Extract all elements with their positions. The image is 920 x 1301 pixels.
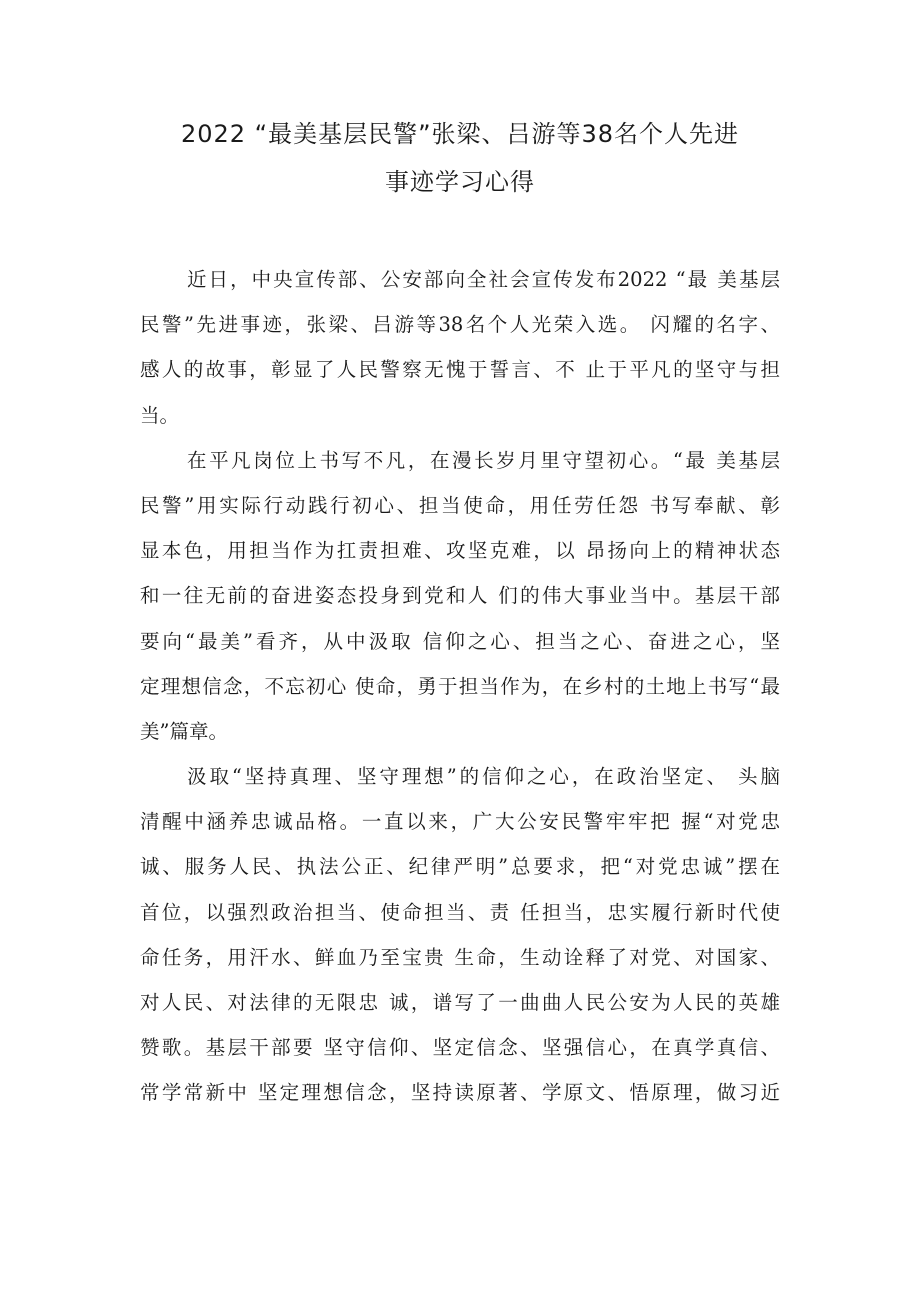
text-line: 感人的故事，彰显了人民警察无愧于誓言、不 止于平凡的坚守与担 xyxy=(140,358,780,382)
text-line: 命任务，用汗水、鲜血乃至宝贵 生命，生动诠释了对党、对国家、 xyxy=(140,945,780,969)
document-title xyxy=(100,110,820,206)
text-line: 首位，以强烈政治担当、使命担当、责 任担当，忠实履行新时代使 xyxy=(140,900,780,924)
paragraph xyxy=(140,257,780,438)
text-line: 清醒中涵养忠诚品格。一直以来，广大公安民警牢牢把 握“对党忠 xyxy=(140,810,780,834)
text-line: 在平凡岗位上书写不凡，在漫长岁月里守望初心。“最 美基层 xyxy=(187,448,780,472)
paragraph xyxy=(140,754,780,1116)
text-line: 显本色，用担当作为扛责担难、攻坚克难，以 昂扬向上的精神状态 xyxy=(140,539,780,563)
text-line: 定理想信念，不忘初心 使命，勇于担当作为，在乡村的土地上书写“最 xyxy=(140,674,780,698)
text-line: 当。 xyxy=(140,403,180,427)
text-line: 常学常新中 坚定理想信念，坚持读原著、学原文、悟原理，做习近 xyxy=(140,1081,780,1105)
text-line: 民警”先进事迹，张梁、吕游等38名个人光荣入选。 闪耀的名字、 xyxy=(140,313,780,337)
text-line: 和一往无前的奋进姿态投身到党和人 们的伟大事业当中。基层干部 xyxy=(140,584,780,608)
text-line: 要向“最美”看齐，从中汲取 信仰之心、担当之心、奋进之心，坚 xyxy=(140,629,780,653)
paragraph xyxy=(140,438,780,754)
title-line-2: 事迹学习心得 xyxy=(385,168,535,196)
text-line: 对人民、对法律的无限忠 诚，谱写了一曲曲人民公安为人民的英雄 xyxy=(140,991,780,1014)
title-line-1: 2022 “最美基层民警”张梁、吕游等38名个人先进 xyxy=(180,120,740,148)
text-line: 诚、服务人民、执法公正、纪律严明”总要求，把“对党忠诚”摆在 xyxy=(140,855,780,879)
text-line: 赞歌。基层干部要 坚守信仰、坚定信念、坚强信心，在真学真信、 xyxy=(140,1036,780,1060)
text-line: 美”篇章。 xyxy=(140,719,228,743)
text-line: 汲取“坚持真理、坚守理想”的信仰之心，在政治坚定、 头脑 xyxy=(187,765,780,789)
text-line: 近日，中央宣传部、公安部向全社会宣传发布2022 “最 美基层 xyxy=(187,268,780,291)
text-line: 民警”用实际行动践行初心、担当使命，用任劳任怨 书写奉献、彰 xyxy=(140,493,780,517)
document-body xyxy=(140,257,780,1116)
